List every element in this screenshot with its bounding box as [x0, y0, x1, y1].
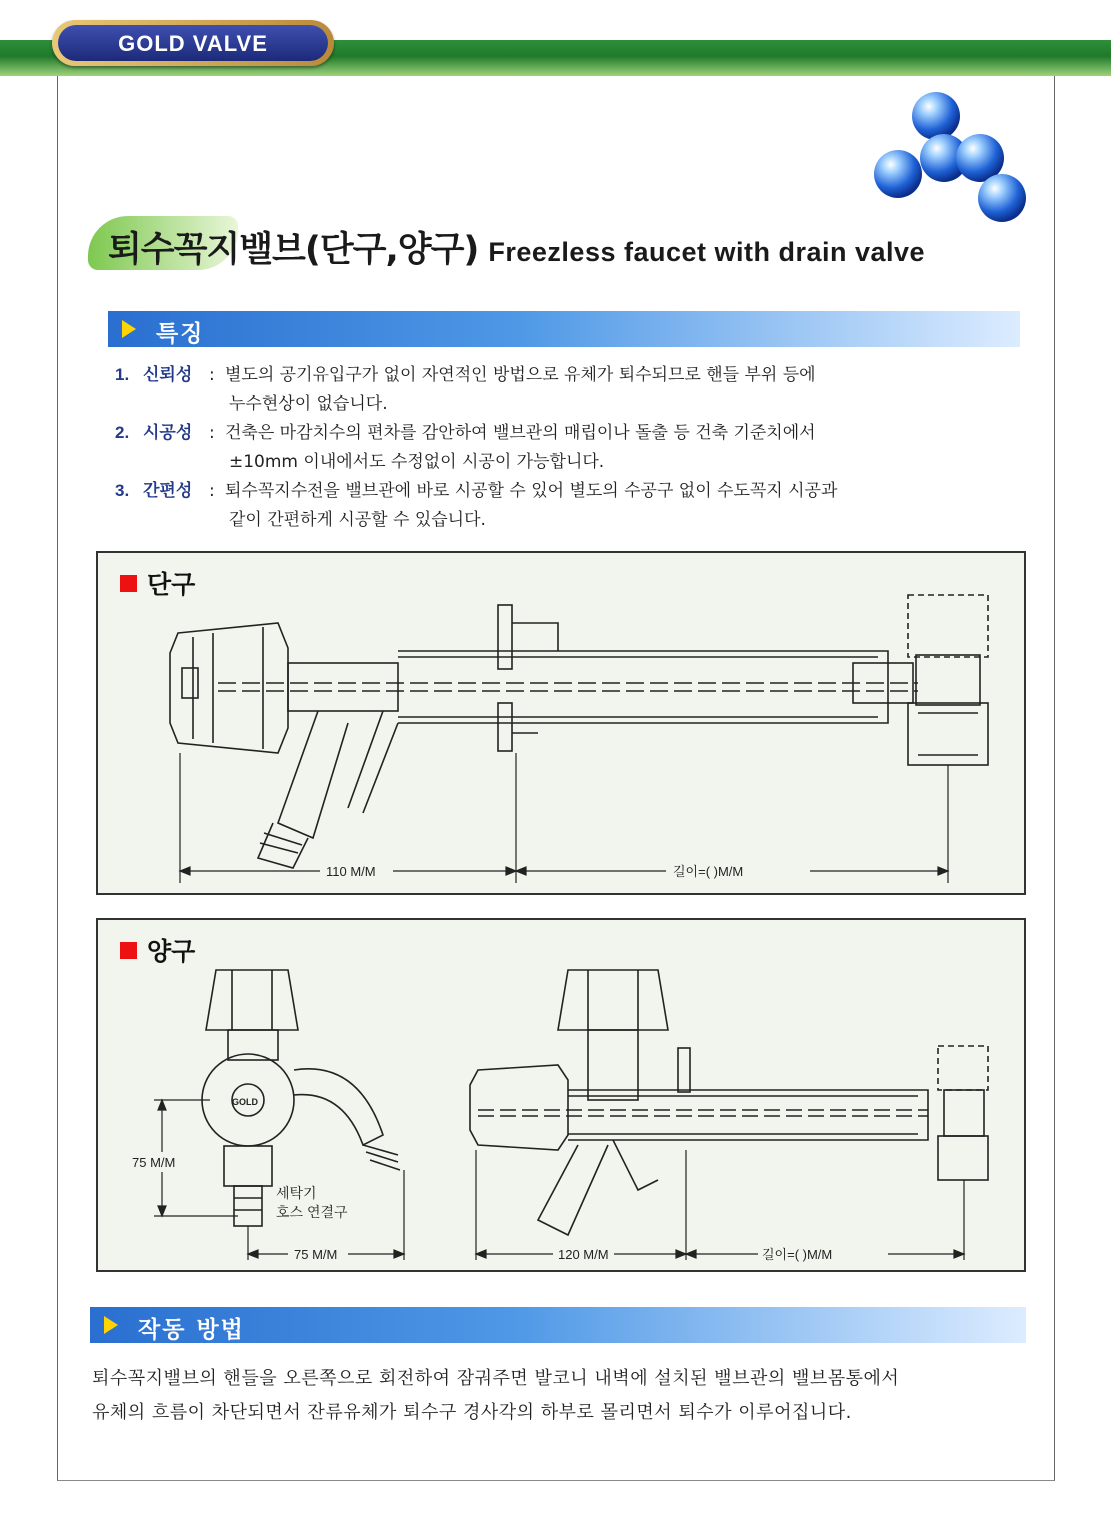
- hose-label-line1: 세탁기: [276, 1185, 317, 1201]
- feature-name: 시공성: [143, 423, 193, 443]
- feature-number: 1.: [115, 365, 130, 384]
- double-dim-bottom: 75 M/M: [294, 1247, 338, 1262]
- double-outlet-title: 양구: [120, 932, 195, 968]
- single-dim-right: 길이=( )M/M: [673, 864, 744, 879]
- single-outlet-drawing: [98, 553, 1024, 893]
- single-outlet-panel: [96, 551, 1026, 895]
- double-dim-right: 길이=( )M/M: [762, 1247, 833, 1262]
- feature-number: 2.: [115, 423, 130, 442]
- title-english: Freezless faucet with drain valve: [488, 237, 926, 267]
- operation-description: [92, 1362, 899, 1430]
- double-dim-left: 120 M/M: [558, 1247, 609, 1262]
- features-section-label: 특징: [156, 321, 205, 347]
- brand-logo: [52, 20, 334, 66]
- feature-text-continued: ±10mm 이내에서도 수정없이 시공이 가능합니다.: [229, 452, 605, 472]
- play-arrow-icon: [122, 320, 136, 338]
- page-title: [108, 222, 925, 272]
- single-dim-left: 110 M/M: [326, 864, 376, 879]
- operation-text-line1: 퇴수꼭지밸브의 핸들을 오른쪽으로 회전하여 잠궈주면 발코니 내벽에 설치된 밸브관의 밸브몸통에서: [92, 1368, 900, 1389]
- double-outlet-panel: [96, 918, 1026, 1272]
- feature-text: 별도의 공기유입구가 없이 자연적인 방법으로 유체가 퇴수되므로 핸들 부위 등에: [225, 365, 816, 385]
- double-dim-vertical: 75 M/M: [132, 1155, 176, 1170]
- operation-section-label: 작동 방법: [138, 1317, 245, 1343]
- operation-section-header: [90, 1307, 1026, 1343]
- feature-number: 3.: [115, 481, 130, 500]
- hose-label-line2: 호스 연결구: [276, 1204, 348, 1220]
- feature-item: 1. 신뢰성 : 별도의 공기유입구가 없이 자연적인 방법으로 유체가 퇴수되므로 핸들 부위 등에 누수현상이 없습니다.: [115, 360, 816, 419]
- decorative-spheres: [868, 88, 1038, 228]
- feature-item: 3. 간편성 : 퇴수꼭지수전을 밸브관에 바로 시공할 수 있어 별도의 수공구 없이 수도꼭지 시공과 같이 간편하게 시공할 수 있습니다.: [115, 476, 837, 535]
- features-section-header: [108, 311, 1020, 347]
- double-outlet-drawing: [98, 920, 1024, 1270]
- feature-text: 건축은 마감치수의 편차를 감안하여 밸브관의 매립이나 돌출 등 건축 기준치에서: [225, 423, 816, 443]
- feature-text: 퇴수꼭지수전을 밸브관에 바로 시공할 수 있어 별도의 수공구 없이 수도꼭지 시공과: [225, 481, 838, 501]
- feature-text-continued: 같이 간편하게 시공할 수 있습니다.: [229, 510, 486, 530]
- gold-logo-mark: GOLD: [232, 1097, 258, 1107]
- feature-item: 2. 시공성 : 건축은 마감치수의 편차를 감안하여 밸브관의 매립이나 돌출 등 건축 기준치에서 ±10mm 이내에서도 수정없이 시공이 가능합니다.: [115, 418, 816, 477]
- feature-name: 간편성: [143, 481, 193, 501]
- feature-text-continued: 누수현상이 없습니다.: [229, 394, 388, 414]
- operation-text-line2: 유체의 흐름이 차단되면서 잔류유체가 퇴수구 경사각의 하부로 몰리면서 퇴수가 이루어집니다.: [92, 1402, 852, 1423]
- title-korean: 퇴수꼭지밸브(단구,양구): [108, 230, 479, 270]
- feature-name: 신뢰성: [143, 365, 193, 385]
- play-arrow-icon: [104, 1316, 118, 1334]
- brand-logo-text: GOLD VALVE: [118, 31, 268, 56]
- single-outlet-title: 단구: [120, 565, 195, 601]
